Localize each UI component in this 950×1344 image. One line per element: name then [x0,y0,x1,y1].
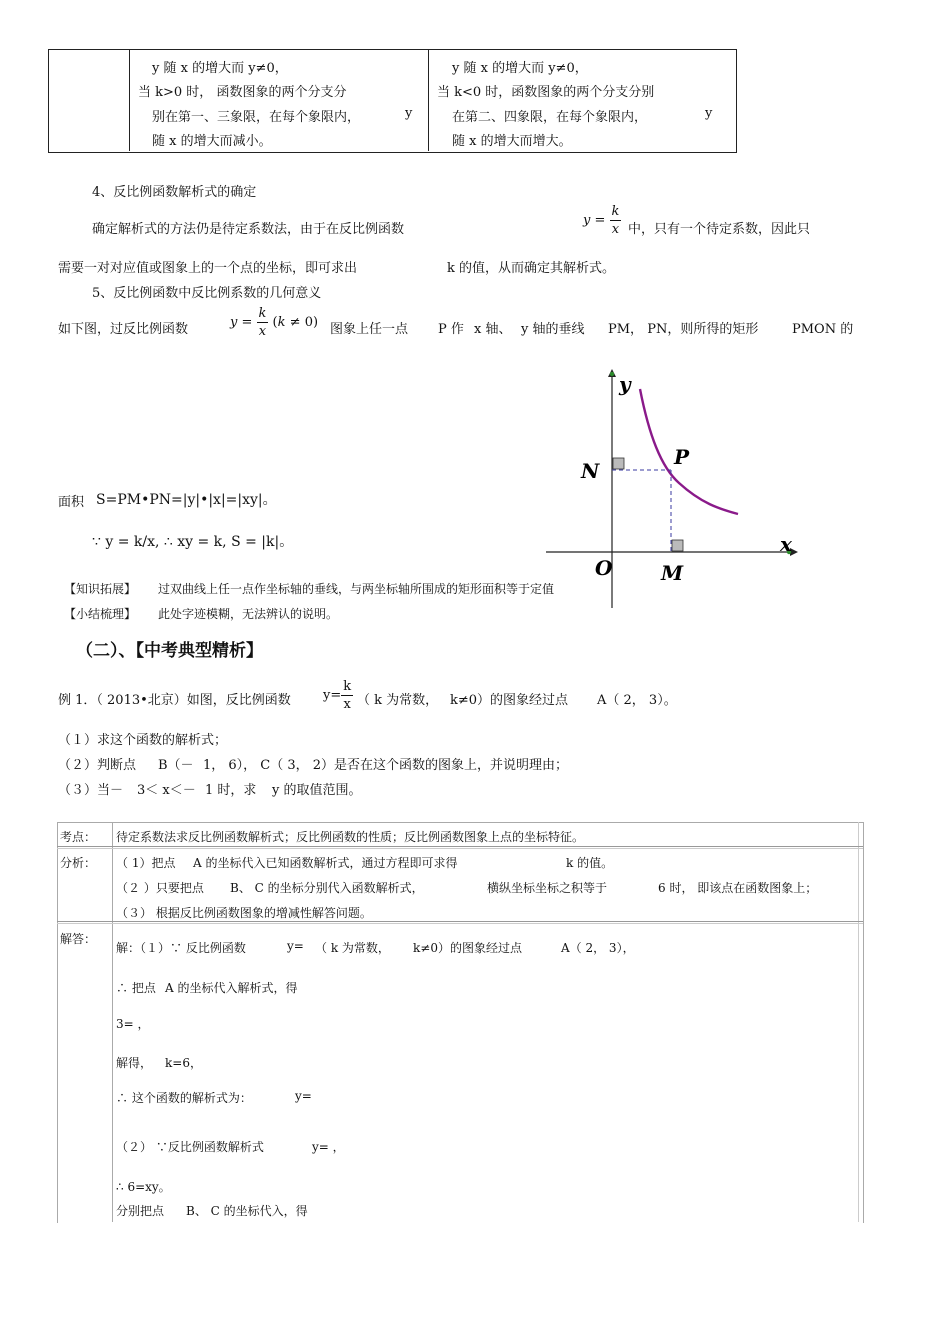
table-divider [129,49,130,151]
jieda-line1d: k≠0）的图象经过点 [413,941,522,955]
table-left-line4: 随 x 的增大而减小。 [152,134,272,149]
jieda-label: 解答： [60,932,97,946]
example-q4d: y 的取值范围。 [272,783,362,798]
kaodian-text: 待定系数法求反比例函数解析式；反比例函数的性质；反比例函数图象上点的坐标特征。 [116,830,585,844]
jieda-line5b: y= [295,1089,312,1103]
note2-label: 【小结梳理】 [64,607,137,621]
note2-text: 此处字迹模糊，无法辨认的说明。 [158,607,339,621]
jieda-line4b: k=6， [165,1056,202,1070]
table-left-line1: y 随 x 的增大而 y≠0， [152,61,288,76]
fenxi-line2d: 6 时， 即该点在函数图象上； [658,881,818,895]
table-left-line3: 别在第一、三象限，在每个象限内， [152,110,361,125]
table-divider [428,49,429,151]
area-formula: S=PM•PN=|y|•|x|=|xy|。 [96,492,277,508]
section4-heading: 4、反比例函数解析式的确定 [92,185,257,200]
section5-p1c: P 作 [438,322,464,337]
example-q3b: B（－ [158,758,194,773]
fenxi-line1c: k 的值。 [566,856,614,870]
right-angle-mark-m [672,540,683,551]
example-q4c: 1 时，求 [205,783,257,798]
table-right-line4: 随 x 的增大而增大。 [452,134,572,149]
example-q3c: 1， 6）， C（ 3， 2）是否在这个函数的图象上，并说明理由； [203,758,569,773]
area-label: 面积 [58,495,85,510]
jieda-line3: 3= ， [116,1017,150,1031]
analysis-table-divider [112,822,113,1222]
jieda-line8b: B、 C 的坐标代入，得 [186,1204,308,1218]
section-title: （二）、【中考典型精析】 [76,641,263,661]
point-m-label: M [661,561,684,585]
table-left-line3-y: y [405,106,413,121]
section5-p1e: y 轴的垂线 [521,322,585,337]
fenxi-label: 分析： [60,856,97,870]
section5-p1d: x 轴、 [474,322,512,337]
jieda-line1a: 解：（１）∵ 反比例函数 [116,941,246,955]
section5-p1f: PM， PN，则所得的矩形 [608,322,759,337]
y-axis-label: y [619,372,631,396]
since-formula: ∵ y = k/x, ∴ xy = k, S = |k|。 [92,534,294,550]
jieda-line7: ∴ 6=xy。 [116,1180,171,1194]
fenxi-line2b: B、 C 的坐标分别代入函数解析式， [230,881,424,895]
example-q1c: （ k 为常数， [357,693,439,708]
row-divider [57,923,863,924]
analysis-table-right-edge [858,822,859,1222]
jieda-line6a: （２） ∵反比例函数解析式 [116,1140,264,1154]
hyperbola-graph [543,365,813,615]
section4-para2b: k 的值，从而确定其解析式。 [447,261,616,276]
fenxi-line3: （３） 根据反比例函数图象的增减性解答问题。 [116,906,372,920]
fenxi-line2c: 横纵坐标坐标之积等于 [487,881,608,895]
formula-y-k-over-x-k-ne-0: y = $\frac{k}{x}$ (k ≠ 0) [230,306,319,339]
jieda-line4a: 解得， [116,1056,153,1070]
example-q4b: 3＜ x＜－ [137,783,196,798]
example-q3a: （２）判断点 [58,758,137,773]
fenxi-line1b: A 的坐标代入已知函数解析式，通过方程即可求得 [193,856,458,870]
section4-para1b: 中，只有一个待定系数，因此只 [628,222,811,237]
x-axis-label: x [780,532,792,556]
note1-label: 【知识拓展】 [64,582,137,596]
row-divider [57,848,863,849]
example-q1d: k≠0）的图象经过点 [450,693,569,708]
point-p-label: P [674,445,690,469]
section5-p1b: 图象上任一点 [330,322,409,337]
row-divider [57,846,863,847]
example-q1a: 例 1．（ 2013•北京）如图，反比例函数 [58,693,291,708]
example-q4a: （３）当－ [58,783,124,798]
table-right-line3-y: y [705,106,713,121]
jieda-line6b: y= ， [312,1140,345,1154]
fenxi-line1a: （ 1）把点 [116,856,176,870]
jieda-line2b: A 的坐标代入解析式，得 [165,981,298,995]
section5-p1g: PMON 的 [792,322,854,337]
jieda-line1c: （ k 为常数， [315,941,390,955]
table-left-line2: 当 k>0 时， 函数图象的两个分支分 [138,85,347,100]
jieda-line8a: 分别把点 [116,1204,165,1218]
table-right-line3: 在第二、四象限，在每个象限内， [452,110,648,125]
jieda-line1b: y= [287,939,304,953]
jieda-line5a: ∴ 这个函数的解析式为： [116,1091,252,1105]
origin-label: O [595,556,613,580]
example-q1b: y= $\frac{k}{x}$ [323,679,352,712]
right-angle-mark-n [613,458,624,469]
jieda-line1e: A（ 2， 3）， [561,941,635,955]
point-n-label: N [581,459,600,483]
example-q2: （１）求这个函数的解析式； [58,733,228,748]
note1-text: 过双曲线上任一点作坐标轴的垂线，与两坐标轴所围成的矩形面积等于定值 [158,582,555,596]
section4-para2a: 需要一对对应值或图象上的一个点的坐标，即可求出 [58,261,358,276]
example-q1e: A（ 2， 3）。 [597,693,677,708]
section5-heading: 5、反比例函数中反比例系数的几何意义 [92,286,322,301]
jieda-line2a: ∴ 把点 [116,981,156,995]
table-right-line1: y 随 x 的增大而 y≠0， [452,61,588,76]
kaodian-label: 考点： [60,830,97,844]
section5-p1a: 如下图，过反比例函数 [58,322,189,337]
table-right-line2: 当 k<0 时，函数图象的两个分支分别 [437,85,655,100]
formula-y-k-over-x: y = $\frac{k}{x}$ [583,204,620,237]
row-divider [57,921,863,922]
fenxi-line2a: （２ ）只要把点 [116,881,204,895]
section4-para1a: 确定解析式的方法仍是待定系数法，由于在反比例函数 [92,222,405,237]
